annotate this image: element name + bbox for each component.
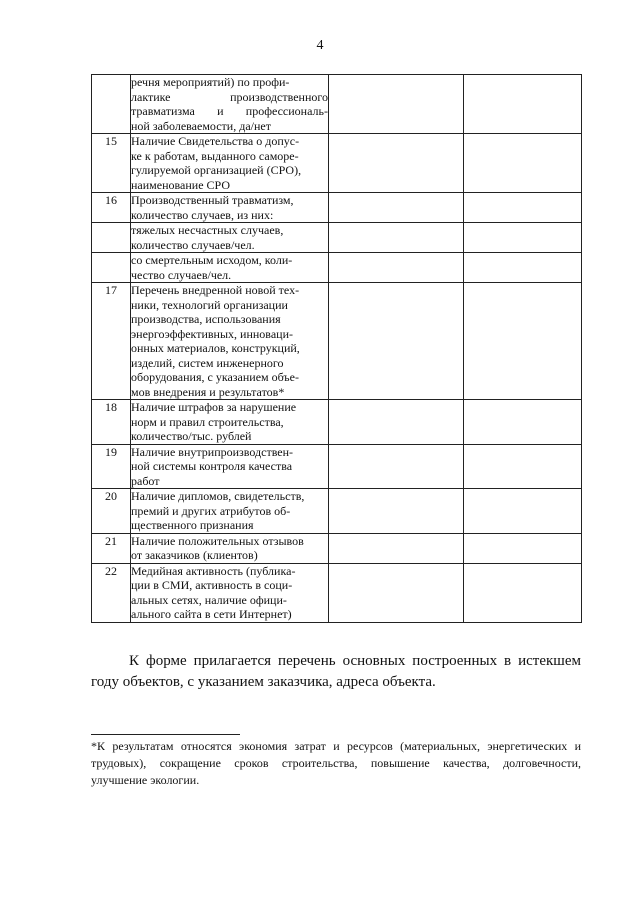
indicator-text-line: ального сайта в сети Интернет) (131, 607, 292, 621)
footnote (91, 738, 581, 789)
table-row (92, 563, 582, 622)
indicator-text-line: тяжелых несчастных случаев, (131, 223, 284, 237)
indicator-text-line: количество случаев, из них: (131, 207, 274, 222)
table-row (92, 75, 582, 134)
table-row (92, 283, 582, 400)
table-row (92, 444, 582, 489)
row-number-cell: 22 (92, 563, 131, 622)
indicator-cell (131, 489, 329, 534)
indicator-cell (131, 134, 329, 193)
indicator-text-line: чество случаев/чел. (131, 267, 232, 282)
indicator-text-line: лактике производственного (131, 89, 328, 104)
value-cell-1 (329, 283, 464, 400)
criteria-table (91, 74, 582, 623)
indicator-text-line: ции в СМИ, активность в соци- (131, 578, 293, 592)
value-cell-2 (464, 533, 582, 563)
indicator-text-line: мов внедрения и результатов* (131, 384, 285, 399)
table-row (92, 489, 582, 534)
footnote-line-3: улучшение экологии. (91, 773, 200, 787)
value-cell-2 (464, 193, 582, 223)
page-number: 4 (316, 38, 324, 53)
row-number-cell (92, 75, 131, 134)
indicator-text-line: количество/тыс. рублей (131, 429, 252, 443)
row-number-cell: 20 (92, 489, 131, 534)
value-cell-2 (464, 444, 582, 489)
indicator-text-line: ной заболеваемости, да/нет (131, 118, 271, 133)
row-number-cell: 18 (92, 400, 131, 445)
value-cell-2 (464, 400, 582, 445)
indicator-text-line: ники, технологий организации (131, 297, 288, 312)
value-cell-1 (329, 253, 464, 283)
indicator-text-line: ной системы контроля качества (131, 459, 293, 473)
value-cell-2 (464, 253, 582, 283)
value-cell-1 (329, 75, 464, 134)
footnote-line-2: трудовых), сокращение сроков строительства, повышение качества, долговечности, (91, 756, 581, 770)
row-number-cell: 16 (92, 193, 131, 223)
value-cell-1 (329, 223, 464, 253)
indicator-text-line: альных сетях, наличие офици- (131, 592, 287, 607)
table-row (92, 223, 582, 253)
indicator-text-line: от заказчиков (клиентов) (131, 548, 258, 562)
indicator-text-line: речня мероприятий) по профи- (131, 75, 290, 89)
row-number-cell: 21 (92, 533, 131, 563)
value-cell-1 (329, 400, 464, 445)
closing-paragraph-line-2: году объектов, с указанием заказчика, адреса объекта. (91, 674, 436, 690)
indicator-text-line: Наличие положительных отзывов (131, 533, 304, 548)
indicator-text-line: изделий, систем инженерного (131, 355, 284, 370)
indicator-cell (131, 400, 329, 445)
indicator-text-line: Наличие дипломов, свидетельств, (131, 489, 305, 503)
footnote-divider (91, 734, 240, 735)
row-number-cell: 19 (92, 444, 131, 489)
indicator-text-line: Наличие внутрипроизводствен- (131, 444, 294, 459)
table-row (92, 533, 582, 563)
value-cell-2 (464, 283, 582, 400)
indicator-text-line: онных материалов, конструкций, (131, 341, 300, 355)
indicator-cell (131, 253, 329, 283)
value-cell-1 (329, 533, 464, 563)
value-cell-1 (329, 563, 464, 622)
indicator-cell (131, 563, 329, 622)
row-number-cell: 17 (92, 283, 131, 400)
indicator-text-line: количество случаев/чел. (131, 237, 255, 252)
indicator-text-line: производства, использования (131, 312, 281, 326)
indicator-text-line: со смертельным исходом, коли- (131, 253, 293, 267)
indicator-text-line: Наличие штрафов за нарушение (131, 400, 297, 414)
indicator-text-line: щественного признания (131, 518, 254, 532)
value-cell-1 (329, 489, 464, 534)
indicator-text-line: гулируемой организацией (СРО), (131, 163, 302, 177)
indicator-cell (131, 223, 329, 253)
indicator-cell (131, 283, 329, 400)
footnote-line-1: *К результатам относятся экономия затрат и ресурсов (материальных, энергетических и (91, 739, 581, 753)
row-number-cell (92, 223, 131, 253)
value-cell-1 (329, 193, 464, 223)
value-cell-1 (329, 134, 464, 193)
table-row (92, 193, 582, 223)
value-cell-1 (329, 444, 464, 489)
indicator-text-line: ке к работам, выданного саморе- (131, 148, 299, 163)
row-number-cell (92, 253, 131, 283)
indicator-text-line: энергоэффективных, инноваци- (131, 326, 293, 341)
value-cell-2 (464, 223, 582, 253)
indicator-text-line: Перечень внедренной новой тех- (131, 283, 300, 297)
indicator-cell (131, 533, 329, 563)
criteria-table-body (92, 75, 582, 623)
table-row (92, 400, 582, 445)
indicator-text-line: оборудования, с указанием объе- (131, 370, 299, 384)
indicator-text-line: Производственный травматизм, (131, 193, 294, 207)
row-number-cell: 15 (92, 134, 131, 193)
value-cell-2 (464, 563, 582, 622)
indicator-cell (131, 193, 329, 223)
indicator-text-line: наименование СРО (131, 177, 231, 192)
indicator-text-line: премий и других атрибутов об- (131, 503, 291, 518)
indicator-text-line: травматизма и профессиональ- (131, 104, 328, 118)
table-row (92, 253, 582, 283)
indicator-text-line: Наличие Свидетельства о допус- (131, 134, 300, 148)
indicator-text-line: Медийная активность (публика- (131, 563, 296, 578)
value-cell-2 (464, 134, 582, 193)
closing-paragraph-line-1: К форме прилагается перечень основных построенных в истекшем (129, 653, 581, 669)
indicator-cell (131, 444, 329, 489)
value-cell-2 (464, 489, 582, 534)
indicator-text-line: работ (131, 473, 160, 488)
value-cell-2 (464, 75, 582, 134)
table-row (92, 134, 582, 193)
indicator-text-line: норм и правил строительства, (131, 414, 284, 429)
closing-paragraph (91, 651, 581, 693)
indicator-cell (131, 75, 329, 134)
